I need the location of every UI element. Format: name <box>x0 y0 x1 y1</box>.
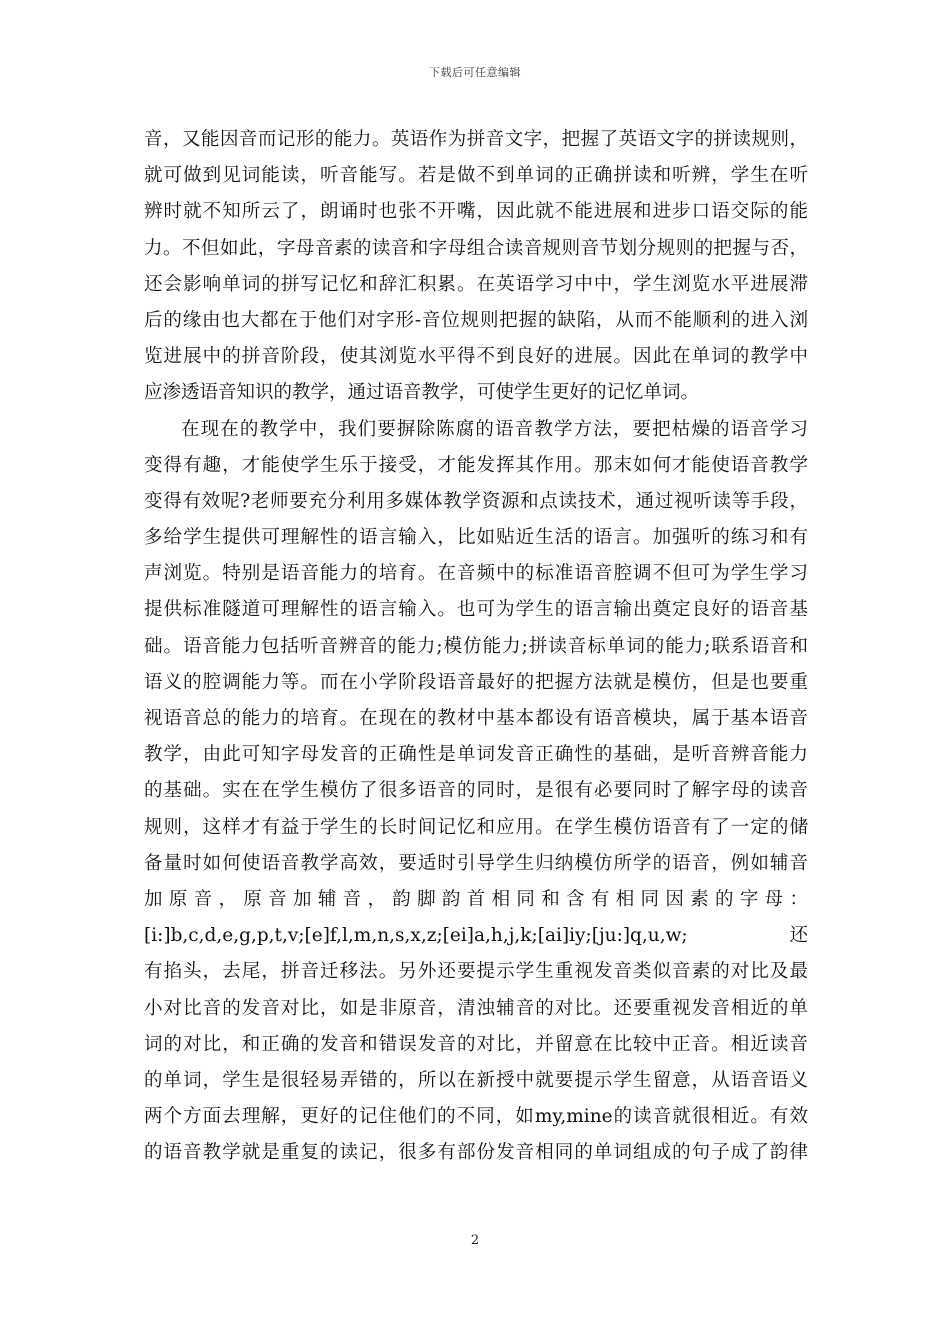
text-line: 视语音总的能力的培育。在现在的教材中基本都设有语音模块，属于基本语音 <box>144 708 808 729</box>
text-line: 辨时就不知所云了，朗诵时也张不开嘴，因此就不能进展和进步口语交际的能 <box>144 201 808 223</box>
text-line: 的单词，学生是很轻易弄错的，所以在新授中就要提示学生留意，从语音语义 <box>144 1069 808 1091</box>
text-line: 两个方面去理解，更好的记住他们的不同，如my,mine的读音就很相近。有效 <box>144 1106 808 1128</box>
text-line: [i:]b,c,d,e,g,p,t,v;[e]f,l,m,n,s,x,z;[ei]a,h,j,k;[ai]iy;[ju:]q,u,w;还 <box>144 925 808 947</box>
text-line: 规则，这样才有益于学生的长时间记忆和应用。在学生模仿语音有了一定的储 <box>144 816 808 838</box>
text-line: 语义的腔调能力等。而在小学阶段语音最好的把握方法就是模仿，但是也要重 <box>144 671 808 693</box>
text-line: 的基础。实在在学生模仿了很多语音的同时，是很有必要同时了解字母的读音 <box>144 780 808 802</box>
text-line: 音，又能因音而记形的能力。英语作为拼音文字，把握了英语文字的拼读规则， <box>144 129 808 150</box>
text-line: 础。语音能力包括听音辨音的能力;模仿能力;拼读音标单词的能力;联系语音和 <box>144 635 808 657</box>
text-line: 有掐头，去尾，拼音迁移法。另外还要提示学生重视发音类似音素的对比及最 <box>144 961 808 983</box>
text-line: 在现在的教学中，我们要摒除陈腐的语音教学方法，要把枯燥的语音学习 <box>181 418 808 440</box>
page-header: 下载后可任意编辑 <box>429 66 521 79</box>
text-line: 后的缘由也大都在于他们对字形-音位规则把握的缺陷，从而不能顺利的进入浏 <box>144 309 808 331</box>
text-line: 提供标准隧道可理解性的语言输入。也可为学生的语言输出奠定良好的语音基 <box>144 599 808 621</box>
text-line: 词的对比，和正确的发音和错误发音的对比，并留意在比较中正音。相近读音 <box>144 1033 808 1055</box>
text-line: 声浏览。特别是语音能力的培育。在音频中的标准语音腔调不但可为学生学习 <box>144 563 808 585</box>
text-line: 应渗透语音知识的教学，通过语音教学，可使学生更好的记忆单词。 <box>144 382 700 404</box>
text-line: 小对比音的发音对比，如是非原音，清浊辅音的对比。还要重视发音相近的单 <box>144 997 808 1019</box>
text-line: 多给学生提供可理解性的语言输入，比如贴近生活的语言。加强听的练习和有 <box>144 527 808 549</box>
text-line: 览进展中的拼音阶段，使其浏览水平得不到良好的进展。因此在单词的教学中 <box>144 346 808 368</box>
paragraph-1 <box>144 122 808 412</box>
text-line: 变得有趣，才能使学生乐于接受，才能发挥其作用。那末如何才能使语音教学 <box>144 454 808 476</box>
text-line: 教学，由此可知字母发音的正确性是单词发音正确性的基础，是听音辨音能力 <box>144 744 808 766</box>
text-line: 就可做到见词能读，听音能写。若是做不到单词的正确拼读和听辨，学生在听 <box>144 165 808 187</box>
document-body <box>144 122 808 1171</box>
paragraph-2 <box>144 412 808 1172</box>
text-line: 备量时如何使语音教学高效，要适时引导学生归纳模仿所学的语音，例如辅音 <box>144 852 808 874</box>
text-line: 加原音，原音加辅音，韵脚韵首相同和含有相同因素的字母： <box>144 888 808 910</box>
text-line: 力。不但如此，字母音素的读音和字母组合读音规则音节划分规则的把握与否， <box>144 237 808 259</box>
page-number: 2 <box>470 1233 480 1248</box>
text-line: 的语音教学就是重复的读记，很多有部份发音相同的单词组成的句子成了韵律 <box>144 1142 808 1164</box>
text-line: 变得有效呢?老师要充分利用多媒体教学资源和点读技术，通过视听读等手段， <box>144 490 808 512</box>
text-line: 还会影响单词的拼写记忆和辞汇积累。在英语学习中中，学生浏览水平进展滞 <box>144 273 808 295</box>
